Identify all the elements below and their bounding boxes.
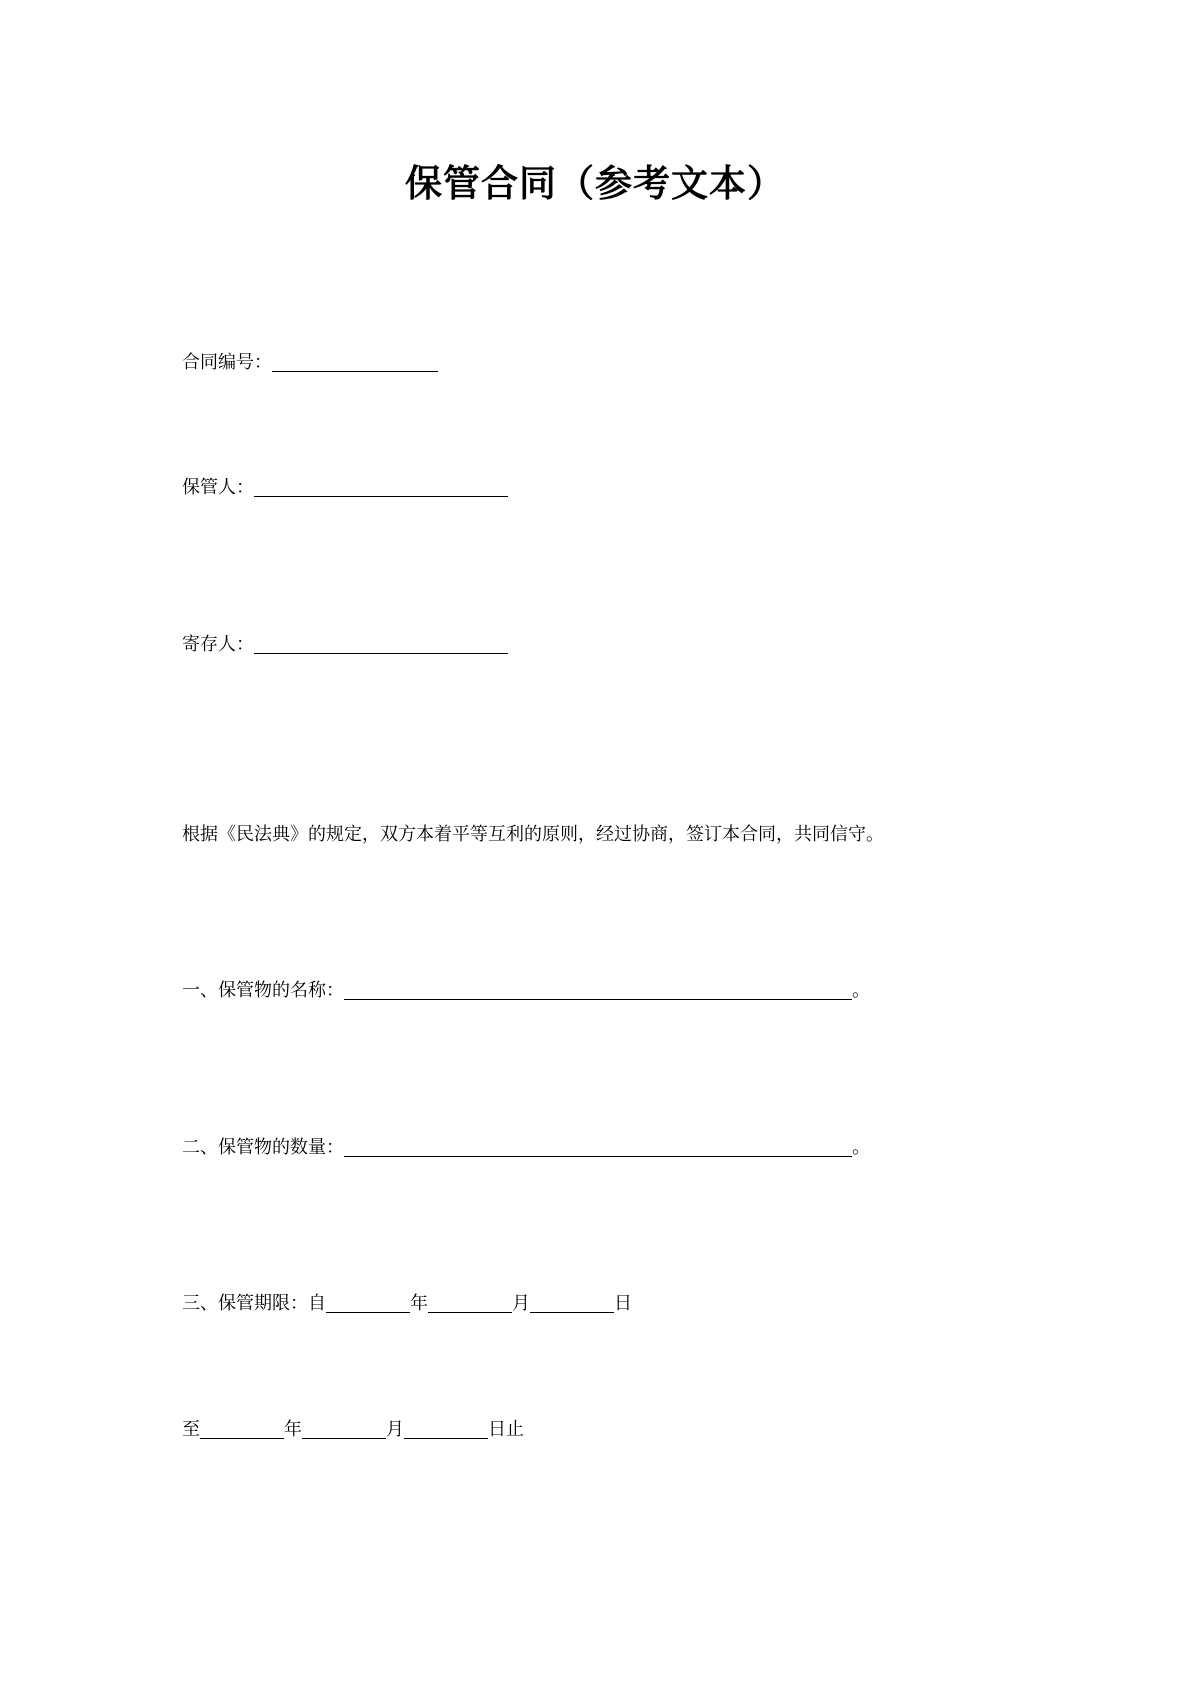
day-label: 日 <box>614 1293 632 1314</box>
contract-number-row <box>182 350 438 376</box>
document-title: 保管合同（参考文本） <box>405 161 785 205</box>
clause-3-end-row <box>182 1417 524 1443</box>
item-quantity-field[interactable] <box>344 1138 852 1157</box>
end-day-label: 日止 <box>488 1419 524 1440</box>
clause-3-label: 三、保管期限： <box>182 1293 308 1314</box>
start-month-field[interactable] <box>428 1294 512 1313</box>
custodian-label: 保管人： <box>182 477 254 498</box>
year-label: 年 <box>410 1293 428 1314</box>
month-label: 月 <box>512 1293 530 1314</box>
clause-1-label: 一、保管物的名称： <box>182 980 344 1001</box>
contract-number-label: 合同编号： <box>182 352 272 373</box>
end-month-field[interactable] <box>302 1420 386 1439</box>
clause-1-period: 。 <box>852 980 870 1001</box>
custodian-field[interactable] <box>254 478 508 497</box>
start-year-field[interactable] <box>326 1294 410 1313</box>
depositor-field[interactable] <box>254 635 508 654</box>
clause-2-label: 二、保管物的数量： <box>182 1137 344 1158</box>
contract-number-field[interactable] <box>272 353 438 372</box>
end-day-field[interactable] <box>404 1420 488 1439</box>
clause-3-row <box>182 1291 632 1317</box>
clause-2-period: 。 <box>852 1137 870 1158</box>
from-label: 自 <box>308 1293 326 1314</box>
depositor-row <box>182 632 508 658</box>
depositor-label: 寄存人： <box>182 634 254 655</box>
item-name-field[interactable] <box>344 981 852 1000</box>
to-label: 至 <box>182 1419 200 1440</box>
preamble <box>182 822 884 848</box>
clause-1-row <box>182 978 870 1004</box>
start-day-field[interactable] <box>530 1294 614 1313</box>
end-year-field[interactable] <box>200 1420 284 1439</box>
end-year-label: 年 <box>284 1419 302 1440</box>
preamble-text: 根据《民法典》的规定，双方本着平等互利的原则，经过协商，签订本合同，共同信守。 <box>182 824 884 845</box>
custodian-row <box>182 475 508 501</box>
clause-2-row <box>182 1135 870 1161</box>
end-month-label: 月 <box>386 1419 404 1440</box>
